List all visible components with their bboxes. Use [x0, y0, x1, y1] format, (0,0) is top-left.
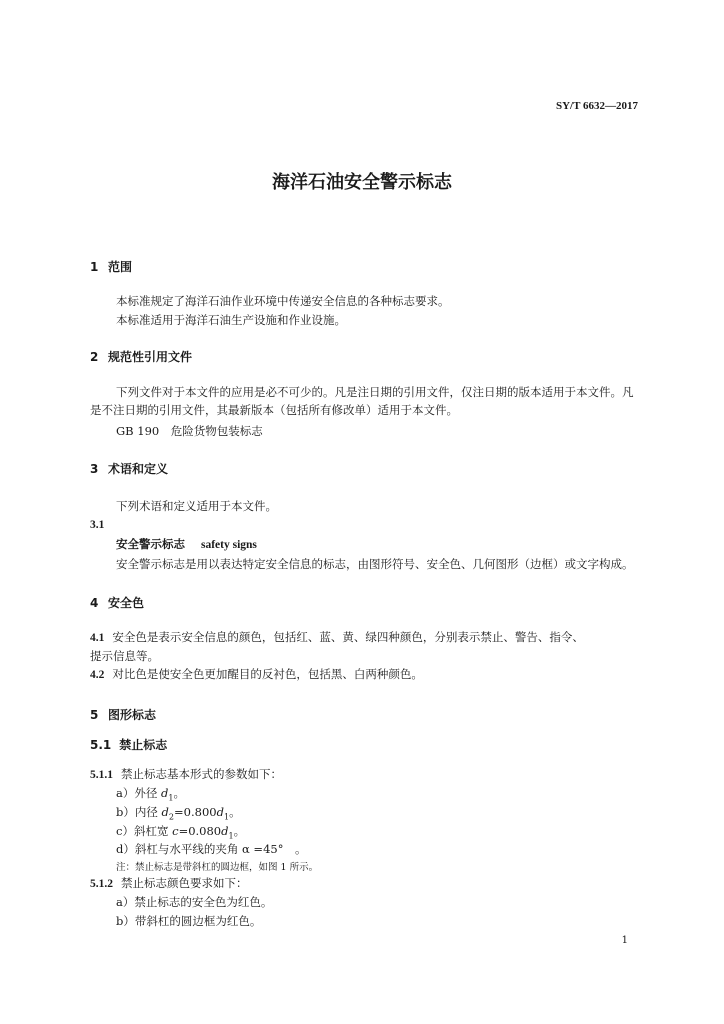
- list-item: d）斜杠与水平线的夹角 α =45° 。: [116, 842, 307, 856]
- list-item: b）带斜杠的圆边框为红色。: [116, 914, 262, 928]
- clause-text: 对比色是使安全色更加醒目的反衬色，包括黑、白两种颜色。: [112, 667, 423, 681]
- term-chinese: 安全警示标志: [116, 537, 185, 551]
- paragraph: 本标准规定了海洋石油作业环境中传递安全信息的各种标志要求。: [116, 294, 450, 308]
- term-english: safety signs: [201, 539, 257, 551]
- paragraph: 下列文件对于本文件的应用是必不可少的。凡是注日期的引用文件，仅注日期的版本适用于本文件。凡是不注日期的引用文件，其最新版本（包括所有修改单）适用于本文件。: [90, 385, 634, 417]
- clause-number: [90, 517, 112, 531]
- section-4-heading: [90, 594, 144, 611]
- section-number: 2: [90, 350, 99, 364]
- list-item: b）内径 $d_2=0.800d_1$。: [116, 805, 241, 822]
- note: 注：禁止标志是带斜杠的圆边框，如图 1 所示。: [116, 862, 319, 873]
- section-title: 规范性引用文件: [108, 350, 193, 364]
- section-number: 5: [90, 708, 99, 722]
- clause-number: 5.1.2: [90, 878, 113, 890]
- section-3-heading: [90, 460, 168, 477]
- section-1-heading: [90, 258, 132, 275]
- list-item: a）禁止标志的安全色为红色。: [116, 895, 273, 909]
- section-title: 图形标志: [108, 708, 157, 722]
- normative-reference: GB 190 危险货物包装标志: [116, 424, 263, 438]
- term-entry: [116, 536, 257, 552]
- section-title: 术语和定义: [108, 462, 169, 476]
- clause-number: 4.1: [90, 632, 105, 644]
- clause-3-1-number: 3.1: [90, 519, 105, 531]
- document-number: SY/T 6632—2017: [555, 100, 638, 112]
- subsection-5-1-heading: [90, 736, 167, 753]
- section-number: 4: [90, 596, 99, 610]
- section-2-heading: [90, 348, 192, 365]
- page-number: 1: [621, 935, 628, 946]
- subsection-number: 5.1: [90, 738, 112, 752]
- clause-number: 4.2: [90, 669, 105, 681]
- section-number: 1: [90, 260, 99, 274]
- page-title: 海洋石油安全警示标志: [272, 172, 452, 193]
- section-number: 3: [90, 462, 99, 476]
- clause-number: 5.1.1: [90, 769, 113, 781]
- paragraph: 本标准适用于海洋石油生产设施和作业设施。: [116, 313, 346, 327]
- clause-text-continued: 提示信息等。: [90, 649, 159, 663]
- clause-text: 禁止标志基本形式的参数如下：: [121, 767, 282, 781]
- clause-4-1: [90, 629, 584, 645]
- clause-text: 禁止标志颜色要求如下：: [121, 876, 248, 890]
- list-item: a）外径 $d_1$。: [116, 786, 186, 803]
- paragraph: 下列术语和定义适用于本文件。: [116, 499, 277, 513]
- term-definition: 安全警示标志是用以表达特定安全信息的标志，由图形符号、安全色、几何图形（边框）或文字构成。: [116, 557, 634, 571]
- subsection-title: 禁止标志: [119, 738, 168, 752]
- section-title: 安全色: [108, 596, 145, 610]
- section-5-heading: [90, 706, 156, 723]
- clause-5-1-2: [90, 875, 248, 891]
- clause-4-2: [90, 666, 423, 682]
- section-title: 范围: [108, 260, 133, 274]
- clause-text: 安全色是表示安全信息的颜色，包括红、蓝、黄、绿四种颜色，分别表示禁止、警告、指令、: [112, 630, 584, 644]
- list-item: c）斜杠宽 $c=0.080d_1$。: [116, 824, 246, 841]
- clause-5-1-1: [90, 766, 282, 782]
